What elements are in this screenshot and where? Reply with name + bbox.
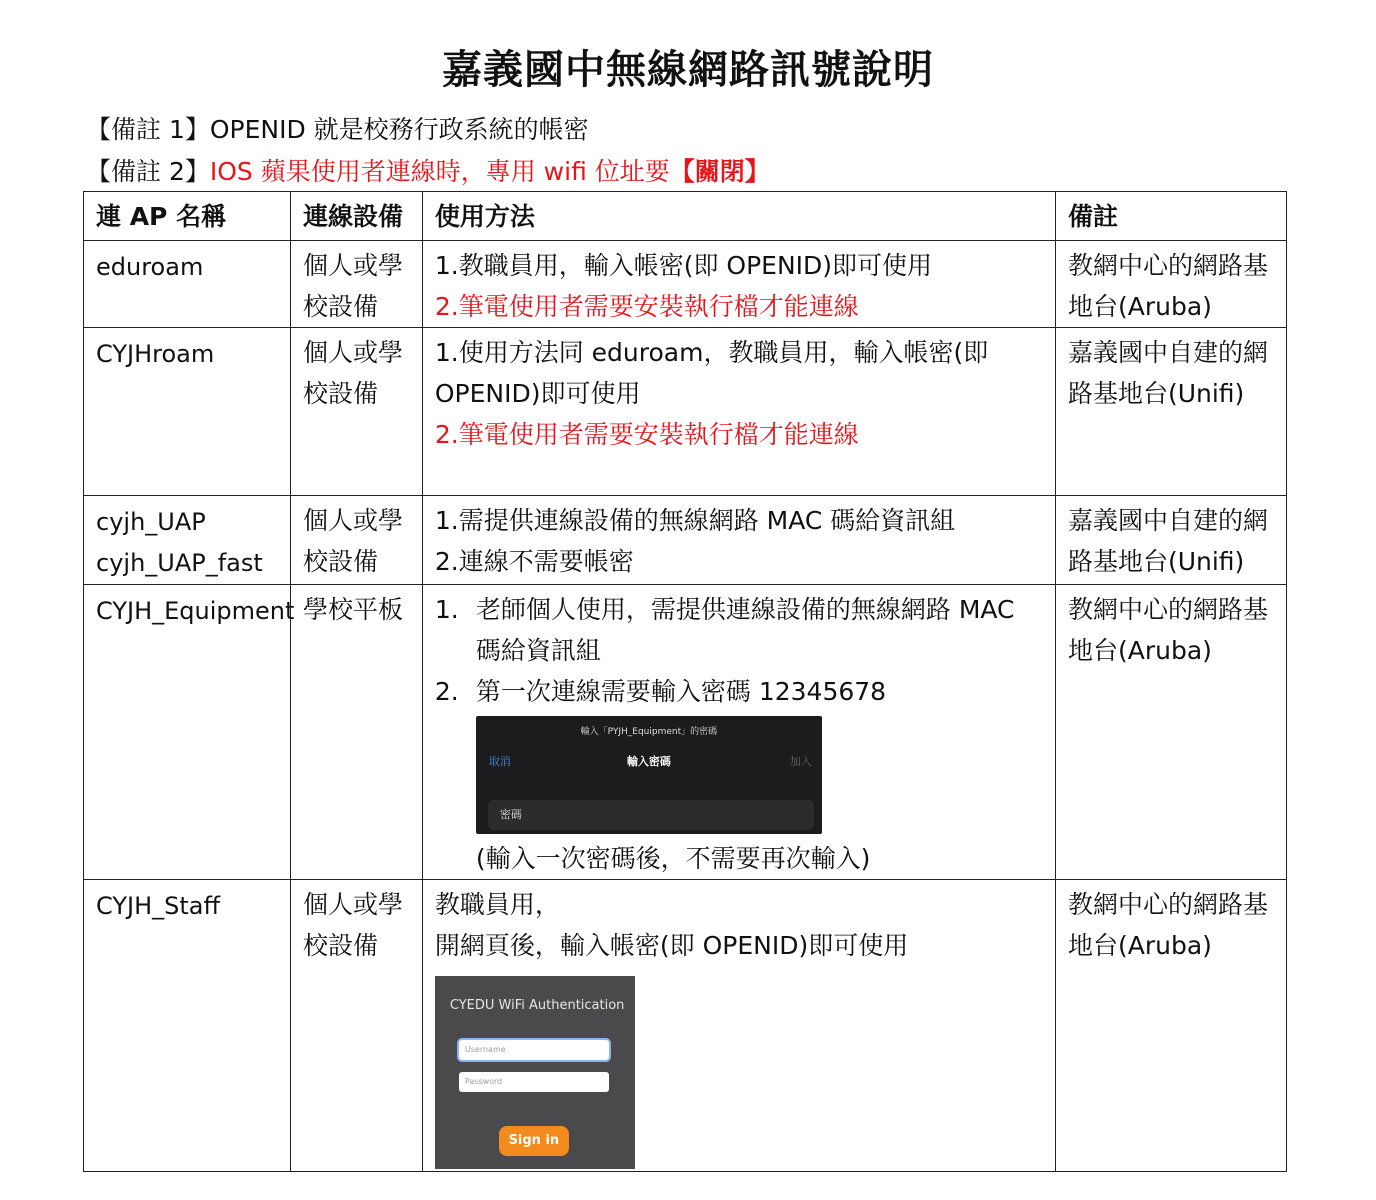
ap-name-cell bbox=[84, 585, 295, 880]
method-line: 1.教職員用，輸入帳密(即 OPENID)即可使用 bbox=[434, 251, 933, 280]
table-row bbox=[84, 880, 1287, 1172]
username-input: Username bbox=[459, 1040, 609, 1060]
wifi-login-title: CYEDU WiFi Authentication bbox=[449, 998, 625, 1013]
table-row bbox=[84, 328, 1287, 496]
device-cell: 個人或學校設備 bbox=[291, 880, 423, 1172]
method-after-note: (輸入一次密碼後，不需要再次輸入) bbox=[475, 844, 871, 873]
ap-name-cell bbox=[84, 880, 291, 1172]
note-cell: 教網中心的網路基地台(Aruba) bbox=[1055, 585, 1286, 880]
device-cell: 個人或學校設備 bbox=[291, 496, 423, 585]
ios-join-button: 加入 bbox=[789, 755, 812, 768]
ap-name: CYJH_Staff bbox=[96, 892, 221, 920]
ios-cancel-button: 取消 bbox=[488, 755, 511, 768]
note-2-text: IOS 蘋果使用者連線時，專用 wifi 位址要 bbox=[209, 157, 670, 186]
note-2-prefix: 【備註 2】 bbox=[86, 157, 210, 186]
method-line-warning: 2.筆電使用者需要安裝執行檔才能連線 bbox=[434, 420, 859, 449]
ap-name: CYJHroam bbox=[96, 340, 215, 368]
ios-dialog-header: 輸入「PYJH_Equipment」的密碼 bbox=[580, 727, 718, 737]
note-2-emphasis: 【關閉】 bbox=[669, 157, 770, 186]
note-cell: 教網中心的網路基地台(Aruba) bbox=[1055, 880, 1286, 1172]
table-row bbox=[84, 496, 1287, 585]
note-1: 【備註 1】OPENID 就是校務行政系統的帳密 bbox=[86, 115, 589, 144]
wifi-table bbox=[83, 191, 1287, 1172]
ios-password-field bbox=[488, 800, 814, 830]
note-cell: 嘉義國中自建的網路基地台(Unifi) bbox=[1055, 328, 1286, 496]
note-cell: 嘉義國中自建的網路基地台(Unifi) bbox=[1055, 496, 1286, 585]
ios-password-label: 密碼 bbox=[499, 808, 522, 821]
list-number: 2. bbox=[434, 677, 459, 706]
method-line: 2.連線不需要帳密 bbox=[434, 547, 634, 576]
device-cell: 個人或學校設備 bbox=[291, 328, 423, 496]
device-cell: 學校平板 bbox=[291, 585, 423, 880]
ap-name: CYJH_Equipment bbox=[96, 597, 295, 625]
note-2 bbox=[86, 152, 770, 188]
header-ap-name: 連 AP 名稱 bbox=[84, 192, 291, 241]
method-line: 教職員用， bbox=[434, 890, 560, 919]
ap-name: cyjh_UAP_fast bbox=[96, 549, 263, 577]
method-cell bbox=[422, 496, 1055, 585]
header-method: 使用方法 bbox=[422, 192, 1055, 241]
ap-name: cyjh_UAP bbox=[96, 508, 206, 536]
list-item bbox=[435, 671, 1043, 712]
list-number: 1. bbox=[434, 595, 459, 624]
page-title: 嘉義國中無線網路訊號說明 bbox=[442, 47, 934, 93]
list-text: 第一次連線需要輸入密碼 12345678 bbox=[475, 677, 887, 706]
ios-password-dialog-screenshot bbox=[476, 716, 822, 834]
method-line: 1.使用方法同 eduroam，教職員用，輸入帳密(即 OPENID)即可使用 bbox=[434, 338, 989, 408]
ap-name: eduroam bbox=[96, 253, 204, 281]
header-note: 備註 bbox=[1055, 192, 1286, 241]
device-cell: 個人或學校設備 bbox=[291, 241, 423, 328]
method-line: 1.需提供連線設備的無線網路 MAC 碼給資訊組 bbox=[434, 506, 956, 535]
method-cell bbox=[422, 241, 1055, 328]
method-cell bbox=[422, 328, 1055, 496]
method-line: 開網頁後，輸入帳密(即 OPENID)即可使用 bbox=[434, 931, 909, 960]
method-cell bbox=[422, 585, 1055, 880]
ap-name-cell bbox=[84, 496, 291, 585]
note-cell: 教網中心的網路基地台(Aruba) bbox=[1055, 241, 1286, 328]
header-device: 連線設備 bbox=[291, 192, 423, 241]
method-cell bbox=[422, 880, 1055, 1172]
password-input: Password bbox=[459, 1072, 609, 1092]
ap-name-cell bbox=[84, 241, 291, 328]
ios-dialog-title: 輸入密碼 bbox=[626, 755, 671, 768]
list-text: 老師個人使用，需提供連線設備的無線網路 MAC 碼給資訊組 bbox=[475, 595, 1015, 665]
ap-name-cell bbox=[84, 328, 291, 496]
table-row bbox=[84, 241, 1287, 328]
list-item bbox=[435, 589, 1043, 671]
method-line-warning: 2.筆電使用者需要安裝執行檔才能連線 bbox=[434, 292, 859, 321]
sign-in-button: Sign in bbox=[499, 1126, 569, 1156]
table-header-row bbox=[84, 192, 1287, 241]
wifi-login-screenshot bbox=[435, 976, 635, 1169]
table-row bbox=[84, 585, 1287, 880]
method-list bbox=[435, 589, 1043, 712]
